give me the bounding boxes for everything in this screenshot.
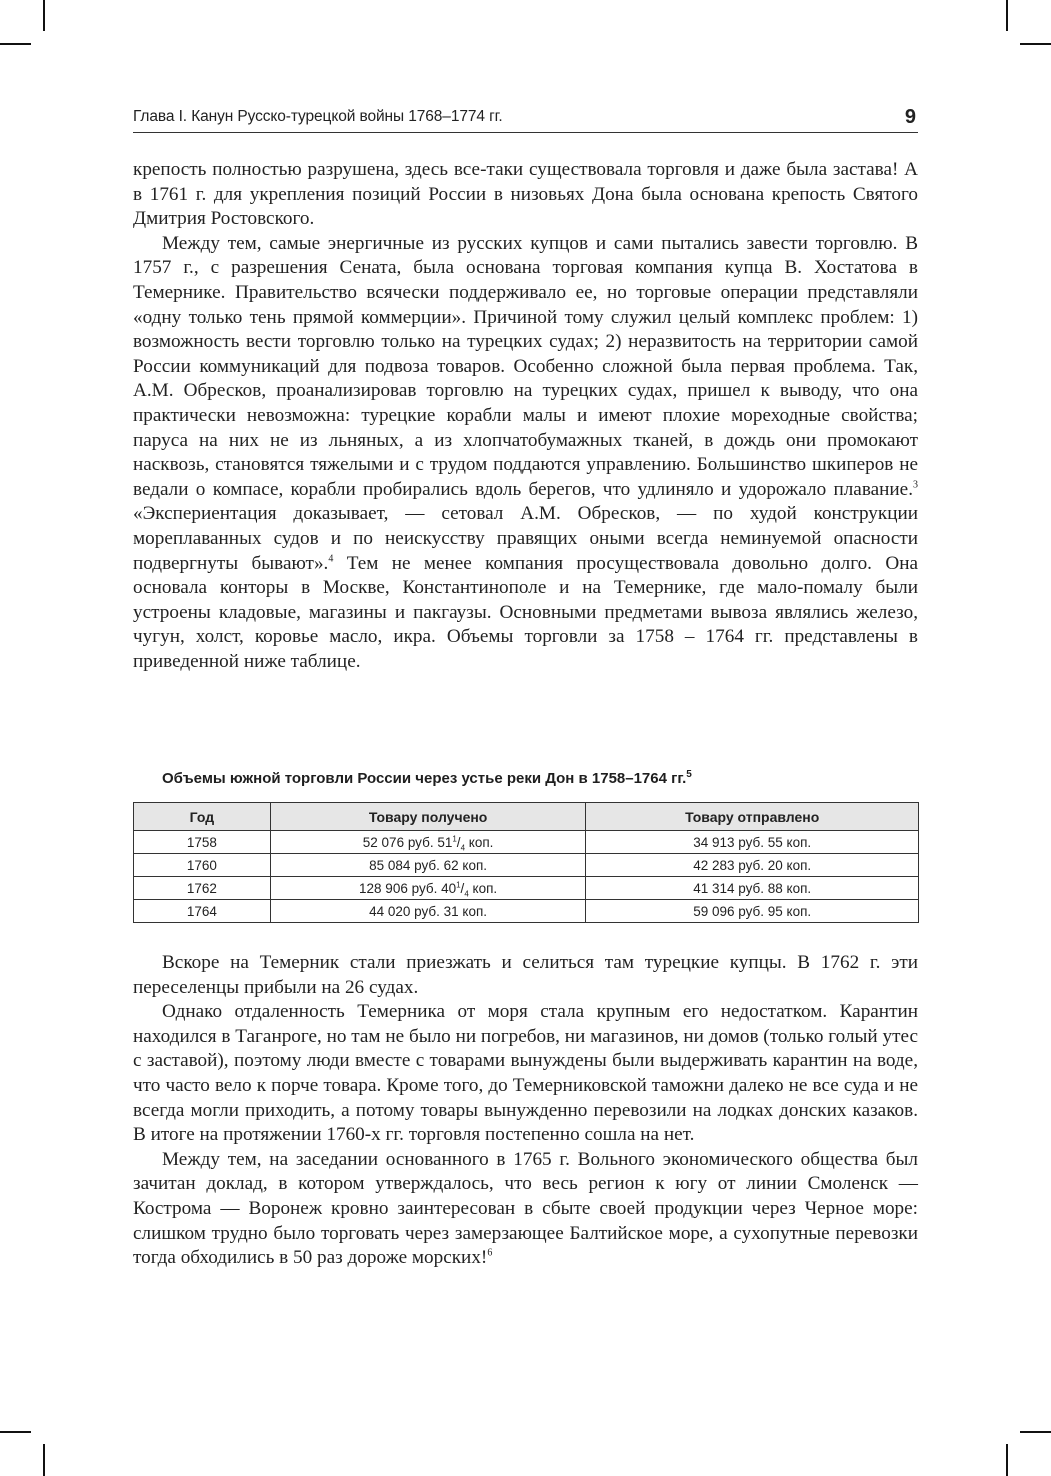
table-header-row	[134, 803, 919, 831]
column-header-received: Товару получено	[270, 803, 586, 831]
cell-year: 1758	[134, 831, 271, 854]
cell-sent: 59 096 руб. 95 коп.	[586, 900, 919, 923]
paragraph: крепость полностью разрушена, здесь все-таки существовала торговля и даже была застава! А в 1761 г. для укрепления позиций России в низовьях Дона была основана крепость Святого Дмитрия Ростовского.	[133, 159, 918, 230]
crop-mark-bottom-right-v	[1006, 1444, 1008, 1476]
table-row	[134, 854, 919, 877]
body-text-upper	[133, 158, 918, 674]
crop-mark-top-right-v	[1006, 0, 1008, 31]
table-row	[134, 831, 919, 854]
cell-received: 52 076 руб. $51^1/_4$ коп.	[270, 831, 586, 854]
paragraph: Между тем, на заседании основанного в 1765 г. Вольного экономического общества был зачитан доклад, в котором утверждалось, что весь регион к югу от линии Смоленск — Кострома — Воронеж кровно заинтересован в сбыте своей продукции через Черное море: слишком трудно было торговать через замерзающее Балтийское море, а сухопутные перевозки тогда обходились в 50 раз дороже морских!$^6$	[133, 1148, 918, 1269]
crop-mark-bottom-left-v	[43, 1444, 45, 1476]
paragraph: Между тем, самые энергичные из русских купцов и сами пытались завести торговлю. В 1757 г., с разрешения Сената, была основана торговая компания купца В. Хостатова в Темернике. Правительство всячески поддерживало ее, но торговые операции представляли «одну только тень прямой коммерции». Причиной тому служил целый комплекс проблем: 1) возможность вести торговлю только на турецких судах; 2) неразвитость на территории самой России коммуникаций для подвоза товаров. Особенно сложной была первая проблема. Так, А.М. Обресков, проанализировав торговлю на турецких судах, пришел к выводу, что она практически невозможна: турецкие корабли малы и имеют плохие мореходные свойства; паруса на них не из льняных, а из хлопчатобумажных тканей, в дождь они промокают насквозь, становятся тяжелыми и с трудом поддаются управлению. Большинство шкиперов не ведали о компасе, корабли пробирались вдоль берегов, что удлиняло и удорожало плавание.$^3$ «Экспериентация доказывает, — сетовал А.М. Обресков, — по худой конструкции мореплаванных судов и по неискусству правящих оными всегда неминуемой опасности подвергнуты бывают».$^4$ Тем не менее компания просуществовала довольно долго. Она основала конторы в Москве, Константинополе и на Темернике, где мало-помалу были устроены кладовые, магазины и пакгаузы. Основными предметами вывоза являлись железо, чугун, холст, коровье масло, икра. Объемы торговли за 1758 – 1764 гг. представлены в приведенной ниже таблице.	[133, 232, 918, 672]
cell-received: 85 084 руб. 62 коп.	[270, 854, 586, 877]
cell-sent: 42 283 руб. 20 коп.	[586, 854, 919, 877]
chapter-title: Глава I. Канун Русско-турецкой войны 1768–1774 гг.	[133, 108, 503, 125]
crop-mark-top-right-h	[1020, 43, 1051, 45]
table-row	[134, 900, 919, 923]
cell-year: 1762	[134, 877, 271, 900]
crop-mark-top-left-v	[43, 0, 45, 31]
cell-year: 1760	[134, 854, 271, 877]
crop-mark-bottom-right-h	[1020, 1431, 1051, 1433]
paragraph: Вскоре на Темерник стали приезжать и селиться там турецкие купцы. В 1762 г. эти переселенцы прибыли на 26 судах.	[133, 952, 918, 998]
cell-year: 1764	[134, 900, 271, 923]
body-text-lower	[133, 951, 918, 1271]
footnote-ref[interactable]: 3	[913, 479, 918, 491]
running-header	[133, 104, 918, 133]
cell-received: 44 020 руб. 31 коп.	[270, 900, 586, 923]
table-caption: Объемы южной торговли России через устье реки Дон в 1758–1764 гг.$^5$	[162, 769, 692, 787]
footnote-ref[interactable]: 4	[328, 553, 334, 565]
cell-received: 128 906 руб. $40^1/_4$ коп.	[270, 877, 586, 900]
footnote-ref[interactable]: 5	[686, 769, 692, 780]
column-header-year: Год	[134, 803, 271, 831]
cell-sent: 34 913 руб. 55 коп.	[586, 831, 919, 854]
paragraph: Однако отдаленность Темерника от моря стала крупным его недостатком. Карантин находился в Таганроге, но там не было ни погребов, ни магазинов, ни домов (только голый утес с заставой), поэтому люди вместе с товарами вынуждены были выдерживать карантин на воде, что часто вело к порче товара. Кроме того, до Темерниковской таможни далеко не все суда и не всегда могли приходить, а потому товары вынужденно перевозили на лодках донских казаков. В итоге на протяжении 1760-х гг. торговля постепенно сошла на нет.	[133, 1001, 918, 1146]
column-header-sent: Товару отправлено	[586, 803, 919, 831]
crop-mark-bottom-left-h	[0, 1431, 31, 1433]
cell-sent: 41 314 руб. 88 коп.	[586, 877, 919, 900]
footnote-ref[interactable]: 6	[487, 1247, 493, 1259]
page-number: 9	[904, 106, 916, 128]
table-row	[134, 877, 919, 900]
crop-mark-top-left-h	[0, 43, 31, 45]
trade-volume-table	[133, 802, 919, 923]
